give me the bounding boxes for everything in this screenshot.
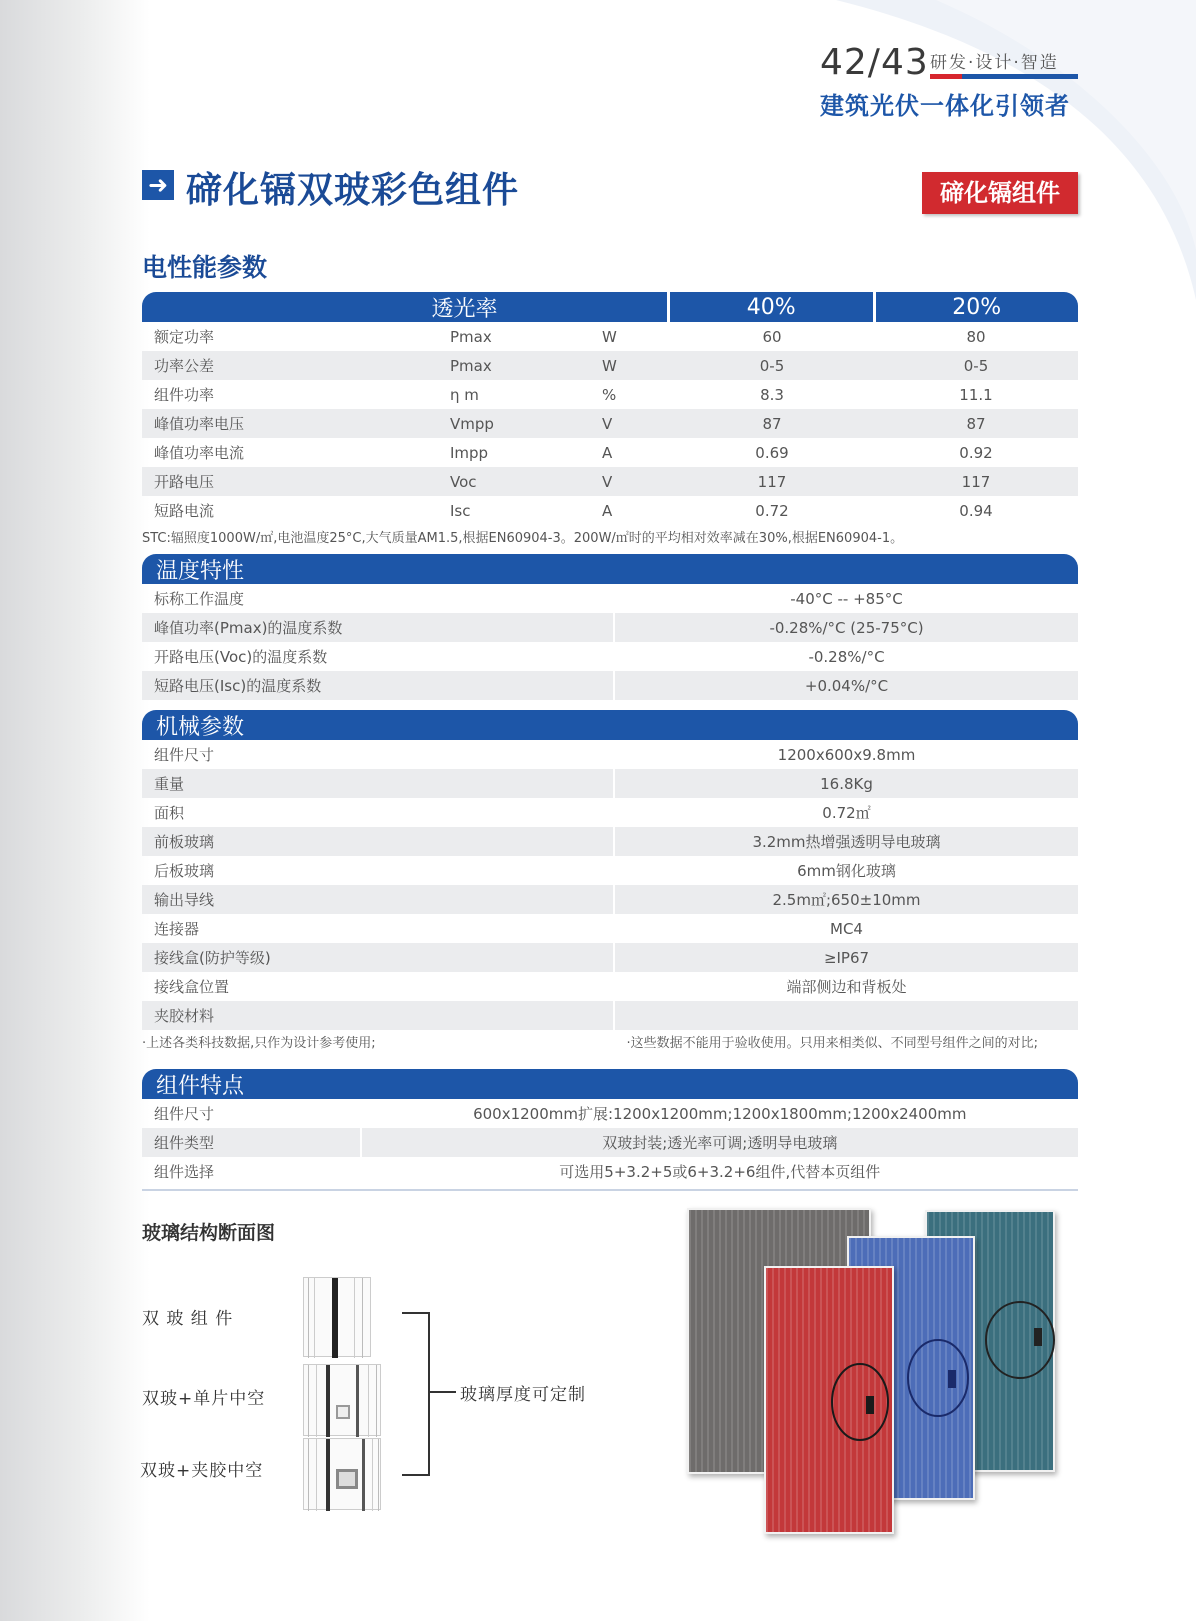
- diagram-label-double-glass: 双 玻 组 件: [142, 1309, 234, 1329]
- param-value: 2.5m㎡;650±10mm: [613, 885, 1078, 914]
- param-symbol: Isc: [450, 501, 471, 520]
- category-badge: 碲化镉组件: [922, 172, 1078, 214]
- table-row: [142, 885, 1078, 914]
- param-value: 1200x600x9.8mm: [613, 740, 1078, 769]
- param-name: 后板玻璃: [154, 862, 215, 880]
- param-value: 双玻封装;透光率可调;透明导电玻璃: [360, 1128, 1078, 1157]
- table-row: [142, 769, 1078, 798]
- table-row: [142, 409, 1078, 438]
- temperature-table: [142, 554, 1078, 700]
- table-row: [142, 1001, 1078, 1030]
- param-value-40: 8.3: [760, 385, 784, 404]
- param-symbol: Impp: [450, 443, 489, 462]
- param-symbol: Voc: [450, 472, 477, 491]
- table-row: [142, 496, 1078, 525]
- table-row: [142, 943, 1078, 972]
- param-name: 组件尺寸: [154, 1105, 215, 1123]
- param-value: 16.8Kg: [613, 769, 1078, 798]
- table-row: [142, 322, 1078, 351]
- page-title: 碲化镉双玻彩色组件: [186, 170, 520, 211]
- param-value-20: 80: [966, 327, 986, 346]
- param-unit: A: [602, 443, 613, 462]
- mechanical-table: [142, 710, 1078, 1052]
- table-row: [142, 1099, 1078, 1128]
- param-name: 连接器: [154, 920, 200, 938]
- param-unit: W: [602, 327, 617, 346]
- table-row: [142, 1157, 1078, 1186]
- left-gradient-band: [0, 0, 150, 1621]
- param-value-40: 0.69: [755, 443, 789, 462]
- param-name: 开路电压(Voc)的温度系数: [154, 648, 328, 666]
- table-row: [142, 613, 1078, 642]
- param-value: [613, 1001, 1078, 1030]
- electrical-table-header: [142, 292, 1078, 322]
- header-40-percent: 40%: [667, 292, 873, 322]
- page-tagline: 研发·设计·智造: [930, 53, 1059, 73]
- tagline-underline-red: [930, 74, 962, 79]
- param-unit: V: [602, 472, 613, 491]
- table-row: [142, 642, 1078, 671]
- table-row: [142, 827, 1078, 856]
- table-row: [142, 438, 1078, 467]
- diagram-label-laminated-hollow: 双玻+夹胶中空: [140, 1461, 264, 1481]
- param-name: 峰值功率(Pmax)的温度系数: [154, 619, 343, 637]
- table-row: [142, 671, 1078, 700]
- electrical-section-title: 电性能参数: [142, 253, 268, 282]
- table-row: [142, 856, 1078, 885]
- param-name: 短路电压(Isc)的温度系数: [154, 677, 322, 695]
- param-symbol: Pmax: [450, 327, 492, 346]
- param-value-20: 11.1: [959, 385, 993, 404]
- features-header: [142, 1069, 1078, 1099]
- note-left: ·上述各类科技数据,只作为设计参考使用;: [142, 1035, 376, 1051]
- table-row: [142, 1128, 1078, 1157]
- header-transmittance: 透光率: [431, 296, 498, 322]
- electrical-table: [142, 292, 1078, 547]
- param-value: +0.04%/°C: [613, 671, 1078, 700]
- param-name: 短路电流: [154, 502, 215, 520]
- param-name: 组件功率: [154, 386, 215, 404]
- bracket-connector: [430, 1391, 456, 1393]
- table-row: [142, 380, 1078, 409]
- header-20-percent: 20%: [873, 292, 1079, 322]
- param-value: MC4: [613, 914, 1078, 943]
- mechanical-notes: [142, 1030, 1078, 1052]
- param-unit: %: [602, 385, 617, 404]
- param-name: 重量: [154, 775, 185, 793]
- param-value: 6mm钢化玻璃: [613, 856, 1078, 885]
- param-name: 组件尺寸: [154, 746, 215, 764]
- param-symbol: Vmpp: [450, 414, 494, 433]
- param-value-40: 0-5: [759, 356, 785, 375]
- param-name: 功率公差: [154, 357, 215, 375]
- param-value-20: 87: [966, 414, 986, 433]
- param-name: 组件类型: [154, 1134, 215, 1152]
- features-table: [142, 1069, 1078, 1186]
- param-name: 面积: [154, 804, 185, 822]
- mechanical-header: [142, 710, 1078, 740]
- param-value: 3.2mm热增强透明导电玻璃: [613, 827, 1078, 856]
- tagline-underline-blue: [962, 74, 1078, 79]
- param-value: ≥IP67: [613, 943, 1078, 972]
- param-name: 峰值功率电流: [154, 444, 245, 462]
- param-value-40: 60: [762, 327, 782, 346]
- param-name: 峰值功率电压: [154, 415, 245, 433]
- section-divider: [142, 1189, 1078, 1191]
- param-name: 输出导线: [154, 891, 215, 909]
- stc-note: STC:辐照度1000W/㎡,电池温度25°C,大气质量AM1.5,根据EN60904-3。200W/㎡时的平均相对效率减在30%,根据EN60904-1。: [142, 530, 904, 546]
- param-name: 前板玻璃: [154, 833, 215, 851]
- param-value: -40°C -- +85°C: [613, 584, 1078, 613]
- note-right: ·这些数据不能用于验收使用。只用来相类似、不同型号组件之间的对比;: [626, 1035, 1038, 1051]
- mechanical-section-title: 机械参数: [156, 714, 245, 740]
- param-value: -0.28%/°C: [613, 642, 1078, 671]
- table-row: [142, 798, 1078, 827]
- diagram-bracket: [402, 1312, 430, 1476]
- table-row: [142, 914, 1078, 943]
- table-row: [142, 584, 1078, 613]
- param-value: -0.28%/°C (25-75°C): [613, 613, 1078, 642]
- table-row: [142, 740, 1078, 769]
- diagram-label-single-hollow: 双玻+单片中空: [142, 1389, 266, 1409]
- param-name: 接线盒(防护等级): [154, 949, 271, 967]
- param-value-20: 0-5: [963, 356, 989, 375]
- table-row: [142, 467, 1078, 496]
- param-value-20: 0.92: [959, 443, 993, 462]
- glass-cross-section-3: [303, 1438, 381, 1510]
- param-value: 600x1200mm扩展:1200x1200mm;1200x1800mm;1200x2400mm: [360, 1099, 1078, 1128]
- param-unit: V: [602, 414, 613, 433]
- param-symbol: Pmax: [450, 356, 492, 375]
- param-name: 组件选择: [154, 1163, 215, 1181]
- features-section-title: 组件特点: [156, 1073, 245, 1099]
- param-value-40: 0.72: [755, 501, 789, 520]
- diagram-title: 玻璃结构断面图: [142, 1222, 276, 1244]
- param-name: 开路电压: [154, 473, 215, 491]
- temperature-header: [142, 554, 1078, 584]
- param-name: 额定功率: [154, 328, 215, 346]
- param-value-20: 117: [961, 472, 991, 491]
- glass-cross-section-2: [303, 1364, 381, 1436]
- arrow-right-icon: ➜: [142, 170, 174, 200]
- param-value: 可选用5+3.2+5或6+3.2+6组件,代替本页组件: [360, 1157, 1078, 1186]
- param-value-40: 87: [762, 414, 782, 433]
- param-name: 接线盒位置: [154, 978, 230, 996]
- glass-cross-section-1: [303, 1277, 371, 1357]
- param-name: 夹胶材料: [154, 1007, 215, 1025]
- page-numbers: 42/43: [820, 42, 929, 83]
- param-name: 标称工作温度: [154, 590, 245, 608]
- table-row: [142, 972, 1078, 1001]
- param-value-20: 0.94: [959, 501, 993, 520]
- param-unit: A: [602, 501, 613, 520]
- connector-cables: [820, 1300, 1060, 1480]
- company-slogan: 建筑光伏一体化引领者: [820, 92, 1070, 120]
- bracket-label: 玻璃厚度可定制: [460, 1385, 586, 1405]
- table-row: [142, 351, 1078, 380]
- param-symbol: η m: [450, 385, 479, 404]
- temperature-section-title: 温度特性: [156, 558, 245, 584]
- param-value-40: 117: [757, 472, 787, 491]
- param-unit: W: [602, 356, 617, 375]
- param-value: 0.72㎡: [613, 798, 1078, 827]
- param-value: 端部侧边和背板处: [613, 972, 1078, 1001]
